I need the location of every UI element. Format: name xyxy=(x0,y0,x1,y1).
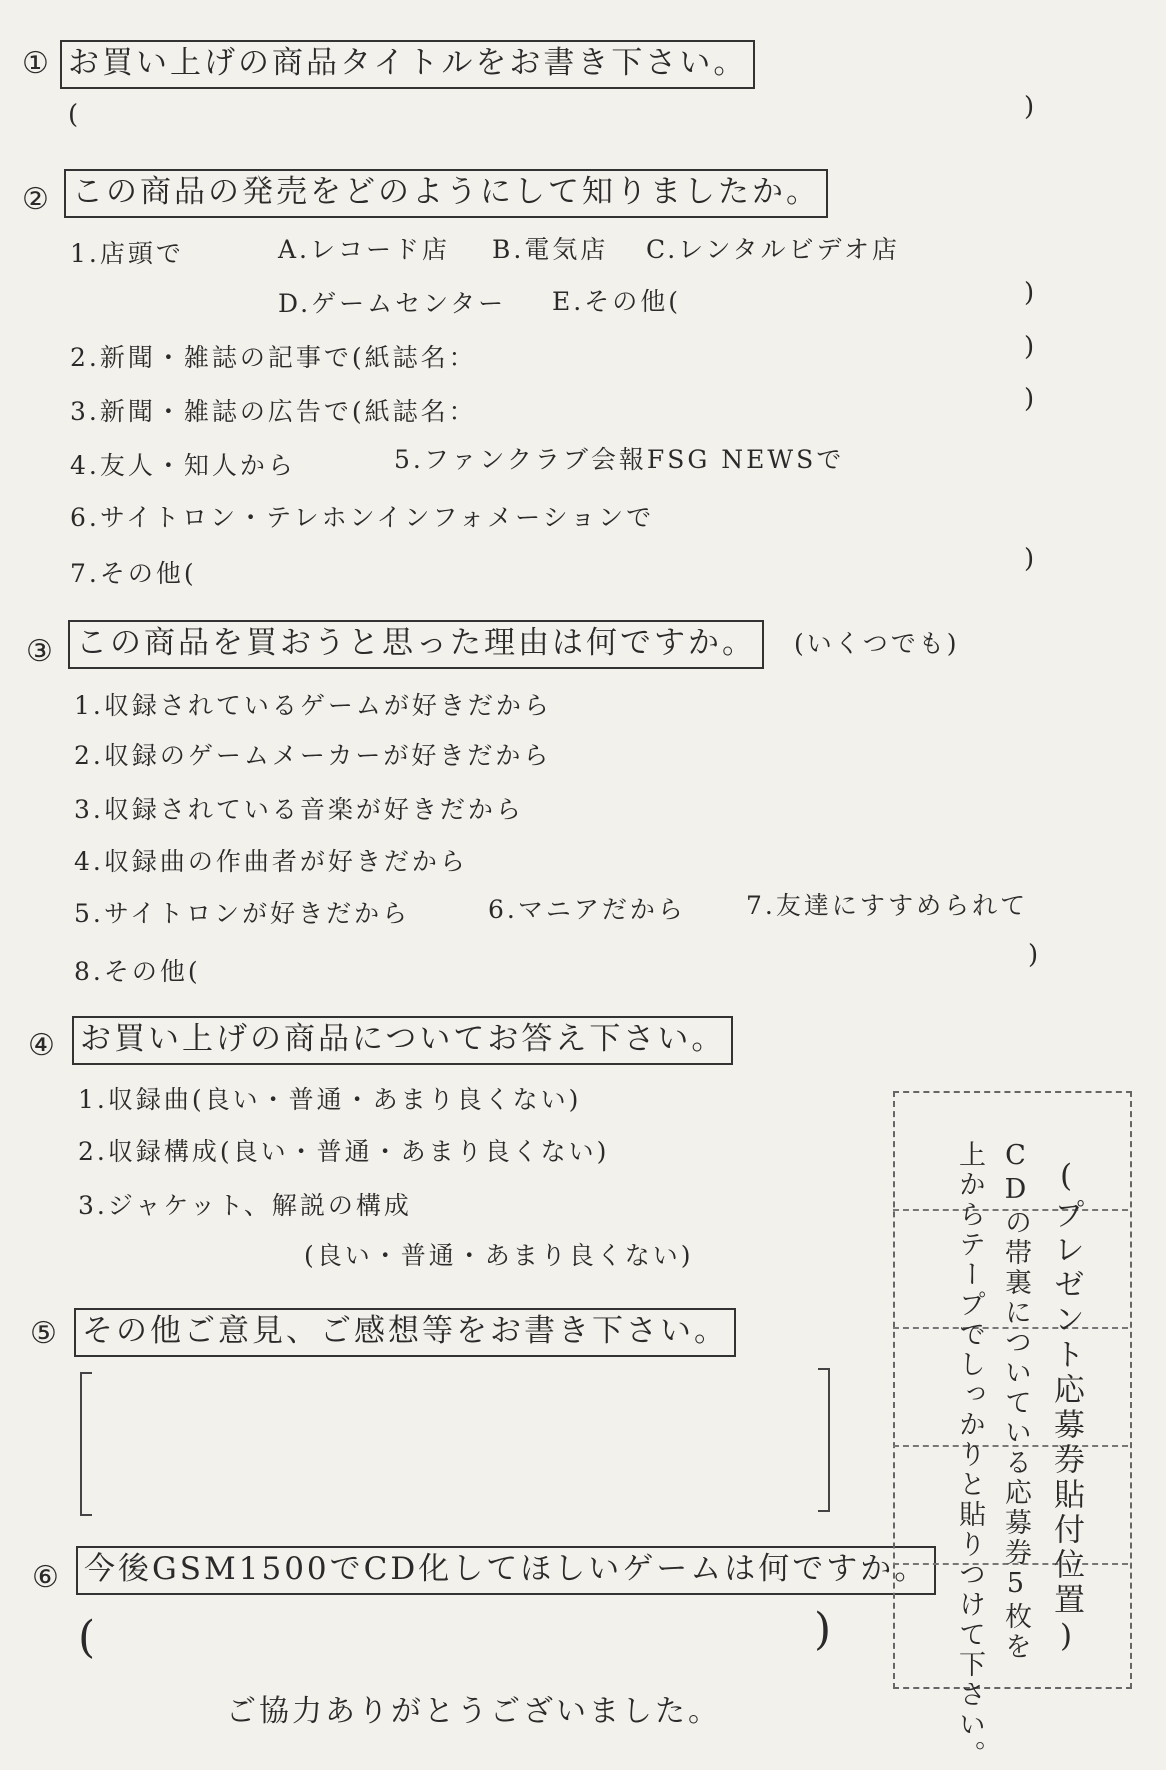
q5-marker: ⑤ xyxy=(30,1316,57,1351)
q2-option-2: 2.新聞・雑誌の記事で(紙誌名： xyxy=(70,343,477,372)
q2-option-1: 1.店頭で xyxy=(70,239,184,268)
q3-option-7: 7.友達にすすめられて xyxy=(746,891,1029,920)
q2-option-3-close: ) xyxy=(1024,384,1035,414)
coupon-instruction-2: 上からテープでしっかりと貼りつけて下さい。 xyxy=(954,1140,985,1770)
coupon-instruction-1: CDの帯裏についている応募券5枚を xyxy=(1000,1140,1031,1662)
q5-title: その他ご意見、ご感想等をお書き下さい。 xyxy=(74,1308,736,1357)
q4-marker: ④ xyxy=(28,1028,55,1063)
q5-answer-bracket-right xyxy=(818,1368,830,1512)
q4-option-3: 3.ジャケット、解説の構成 xyxy=(78,1191,412,1220)
q3-option-8-close: ) xyxy=(1028,940,1039,970)
q1-close-paren: ) xyxy=(1024,92,1035,122)
q2-shop-e-close: ) xyxy=(1024,278,1035,308)
q1-title: お買い上げの商品タイトルをお書き下さい。 xyxy=(60,40,755,89)
q2-shop-d: D.ゲームセンター xyxy=(278,289,507,318)
q3-note: (いくつでも) xyxy=(794,629,960,658)
q1-marker: ① xyxy=(22,46,49,81)
q3-title: この商品を買おうと思った理由は何ですか。 xyxy=(68,620,764,669)
q4-option-3-scale: (良い・普通・あまり良くない) xyxy=(304,1241,694,1270)
q4-option-2: 2.収録構成(良い・普通・あまり良くない) xyxy=(78,1137,610,1166)
q5-answer-bracket-left xyxy=(80,1372,92,1516)
thanks-message: ご協力ありがとうございました。 xyxy=(226,1694,721,1729)
q3-option-4: 4.収録曲の作曲者が好きだから xyxy=(74,847,468,876)
q2-option-7-close: ) xyxy=(1024,544,1035,574)
q3-option-1: 1.収録されているゲームが好きだから xyxy=(74,691,552,720)
q3-marker: ③ xyxy=(26,634,53,669)
q1-open-paren: ( xyxy=(68,100,79,130)
q3-option-6: 6.マニアだから xyxy=(488,895,686,924)
q2-shop-b: B.電気店 xyxy=(492,235,609,264)
q2-option-3: 3.新聞・雑誌の広告で(紙誌名： xyxy=(70,397,477,426)
q4-title: お買い上げの商品についてお答え下さい。 xyxy=(72,1016,733,1065)
q2-title: この商品の発売をどのようにして知りましたか。 xyxy=(64,169,828,218)
q2-option-7: 7.その他( xyxy=(70,559,197,588)
q3-option-5: 5.サイトロンが好きだから xyxy=(74,899,411,928)
q2-option-5: 5.ファンクラブ会報FSG NEWSで xyxy=(394,445,845,474)
q4-option-1: 1.収録曲(良い・普通・あまり良くない) xyxy=(78,1085,582,1114)
q2-shop-e: E.その他( xyxy=(552,287,681,316)
q6-marker: ⑥ xyxy=(32,1560,59,1595)
q2-option-4: 4.友人・知人から xyxy=(70,451,296,480)
q2-marker: ② xyxy=(22,182,49,217)
q2-option-6: 6.サイトロン・テレホンインフォメーションで xyxy=(70,503,655,532)
q3-option-2: 2.収録のゲームメーカーが好きだから xyxy=(74,741,552,770)
coupon-title: (プレゼント応募券貼付位置) xyxy=(1048,1158,1084,1658)
q6-close-paren: ) xyxy=(814,1604,832,1655)
q6-title: 今後GSM1500でCD化してほしいゲームは何ですか。 xyxy=(76,1546,936,1595)
q6-open-paren: ( xyxy=(78,1612,96,1663)
q3-option-8: 8.その他( xyxy=(74,957,201,986)
q3-option-3: 3.収録されている音楽が好きだから xyxy=(74,795,524,824)
q2-shop-a: A.レコード店 xyxy=(278,235,451,264)
q2-option-2-close: ) xyxy=(1024,332,1035,362)
q2-shop-c: C.レンタルビデオ店 xyxy=(646,235,901,264)
